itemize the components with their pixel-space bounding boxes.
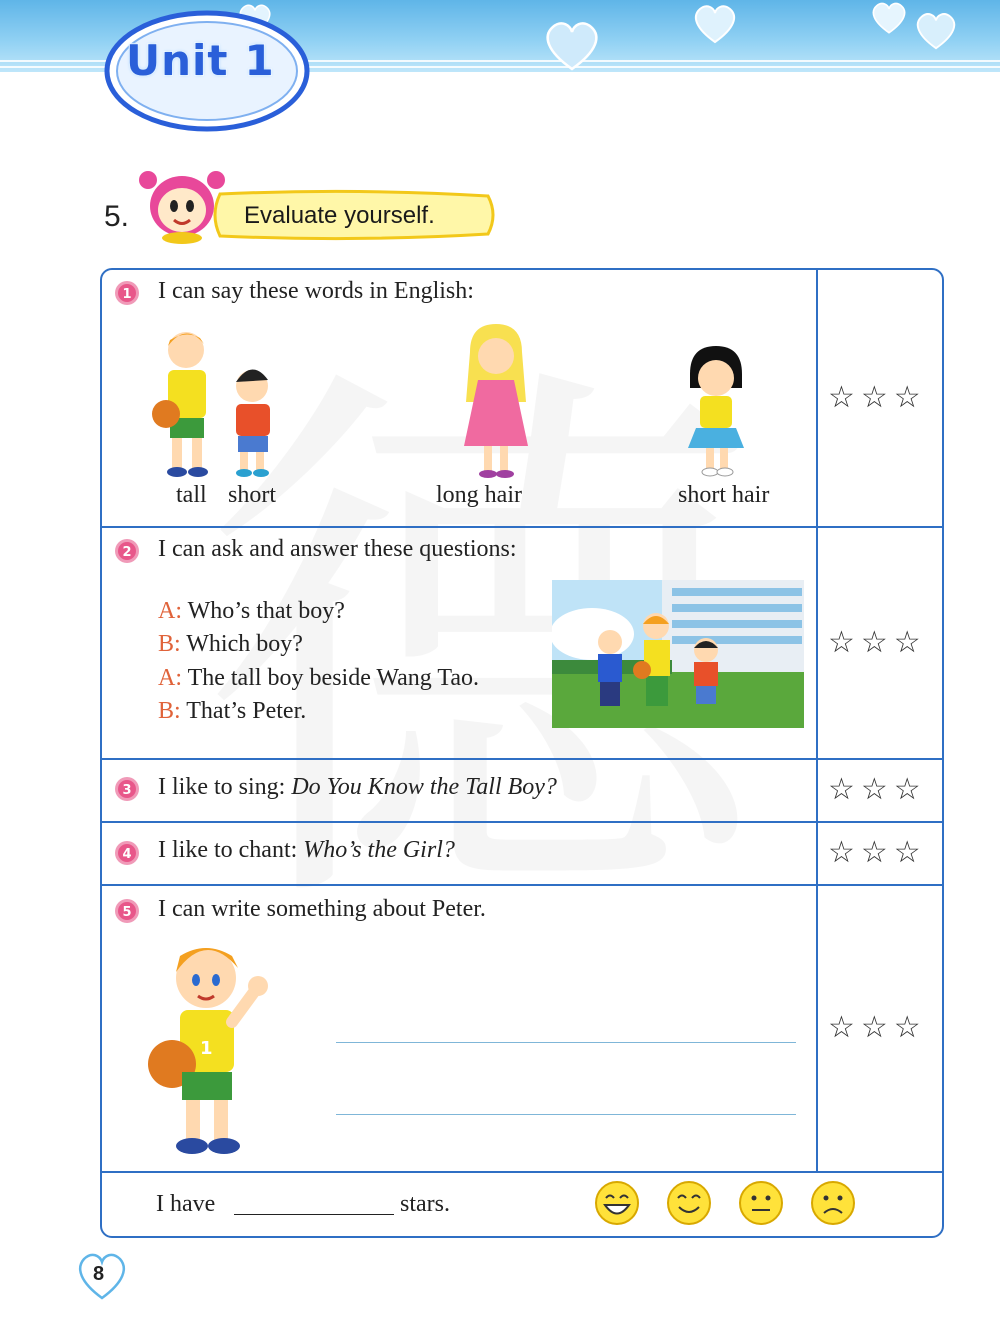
dialogue-line (158, 665, 479, 692)
statement-prefix: I like to chant: (158, 837, 304, 863)
rating-stars[interactable]: ☆☆☆ (828, 772, 927, 807)
dialogue-text: Which boy? (186, 631, 303, 657)
dialogue-text: That’s Peter. (186, 698, 307, 724)
unit-number: 1 (244, 36, 275, 85)
row-divider (100, 884, 944, 886)
table-column-divider (816, 268, 818, 1173)
row-3-statement (158, 774, 557, 801)
dialogue-line (158, 698, 306, 725)
dialogue-text: Who’s that boy? (187, 598, 345, 624)
long-hair-girl-illustration (456, 322, 536, 482)
row-5-statement: I can write something about Peter. (158, 896, 486, 922)
smiling-face-icon[interactable] (666, 1180, 712, 1226)
dialogue-text: The tall boy beside Wang Tao. (187, 665, 480, 691)
song-title: Do You Know the Tall Boy? (291, 774, 557, 800)
writing-line[interactable] (336, 1042, 796, 1043)
svg-text:2: 2 (122, 545, 132, 560)
heart-decoration-icon (690, 2, 740, 46)
dialogue-line (158, 598, 345, 625)
writing-line[interactable] (336, 1114, 796, 1115)
rating-stars[interactable]: ☆☆☆ (828, 380, 927, 415)
caption-short-hair: short hair (678, 482, 770, 508)
number-badge-icon (114, 840, 140, 866)
speaker-label: B: (158, 631, 181, 657)
chant-title: Who’s the Girl? (303, 837, 455, 863)
tall-short-boys-illustration (140, 328, 300, 480)
section-title: Evaluate yourself. (244, 202, 435, 229)
svg-text:1: 1 (122, 287, 132, 302)
heart-decoration-icon (868, 0, 910, 36)
rating-stars[interactable]: ☆☆☆ (828, 835, 927, 870)
speaker-label: A: (158, 665, 182, 691)
row-divider (100, 821, 944, 823)
unit-word: Unit (126, 36, 229, 85)
section-number: 5. (104, 200, 130, 233)
row-1-statement: I can say these words in English: (158, 278, 474, 304)
number-badge-icon (114, 538, 140, 564)
svg-text:4: 4 (122, 847, 132, 862)
caption-long-hair: long hair (436, 482, 522, 508)
row-2-statement: I can ask and answer these questions: (158, 536, 517, 562)
neutral-face-icon[interactable] (738, 1180, 784, 1226)
svg-text:5: 5 (122, 905, 132, 920)
page-number: 8 (93, 1263, 105, 1285)
number-badge-icon (114, 898, 140, 924)
caption-short: short (228, 482, 276, 508)
peter-illustration (142, 934, 276, 1160)
heart-decoration-icon (540, 18, 604, 74)
speaker-label: A: (158, 598, 182, 624)
unit-title (126, 36, 275, 85)
sad-face-icon[interactable] (810, 1180, 856, 1226)
speaker-label: B: (158, 698, 181, 724)
svg-text:1: 1 (200, 1038, 213, 1059)
statement-prefix: I like to sing: (158, 774, 292, 800)
stars-total-prefix: I have (156, 1191, 216, 1217)
stars-total-suffix: stars. (400, 1191, 450, 1217)
caption-tall: tall (176, 482, 207, 508)
rating-stars[interactable]: ☆☆☆ (828, 1010, 927, 1045)
row-4-statement (158, 837, 455, 864)
number-badge-icon (114, 776, 140, 802)
row-divider (100, 526, 944, 528)
school-scene-illustration (552, 580, 804, 728)
heart-decoration-icon (912, 10, 960, 52)
short-hair-girl-illustration (670, 344, 760, 480)
row-divider (100, 758, 944, 760)
dialogue-line (158, 631, 303, 658)
stars-total-blank[interactable] (234, 1214, 394, 1215)
row-divider (100, 1171, 944, 1173)
mascot-icon (136, 166, 228, 246)
svg-text:3: 3 (122, 783, 132, 798)
laughing-face-icon[interactable] (594, 1180, 640, 1226)
number-badge-icon (114, 280, 140, 306)
rating-stars[interactable]: ☆☆☆ (828, 625, 927, 660)
